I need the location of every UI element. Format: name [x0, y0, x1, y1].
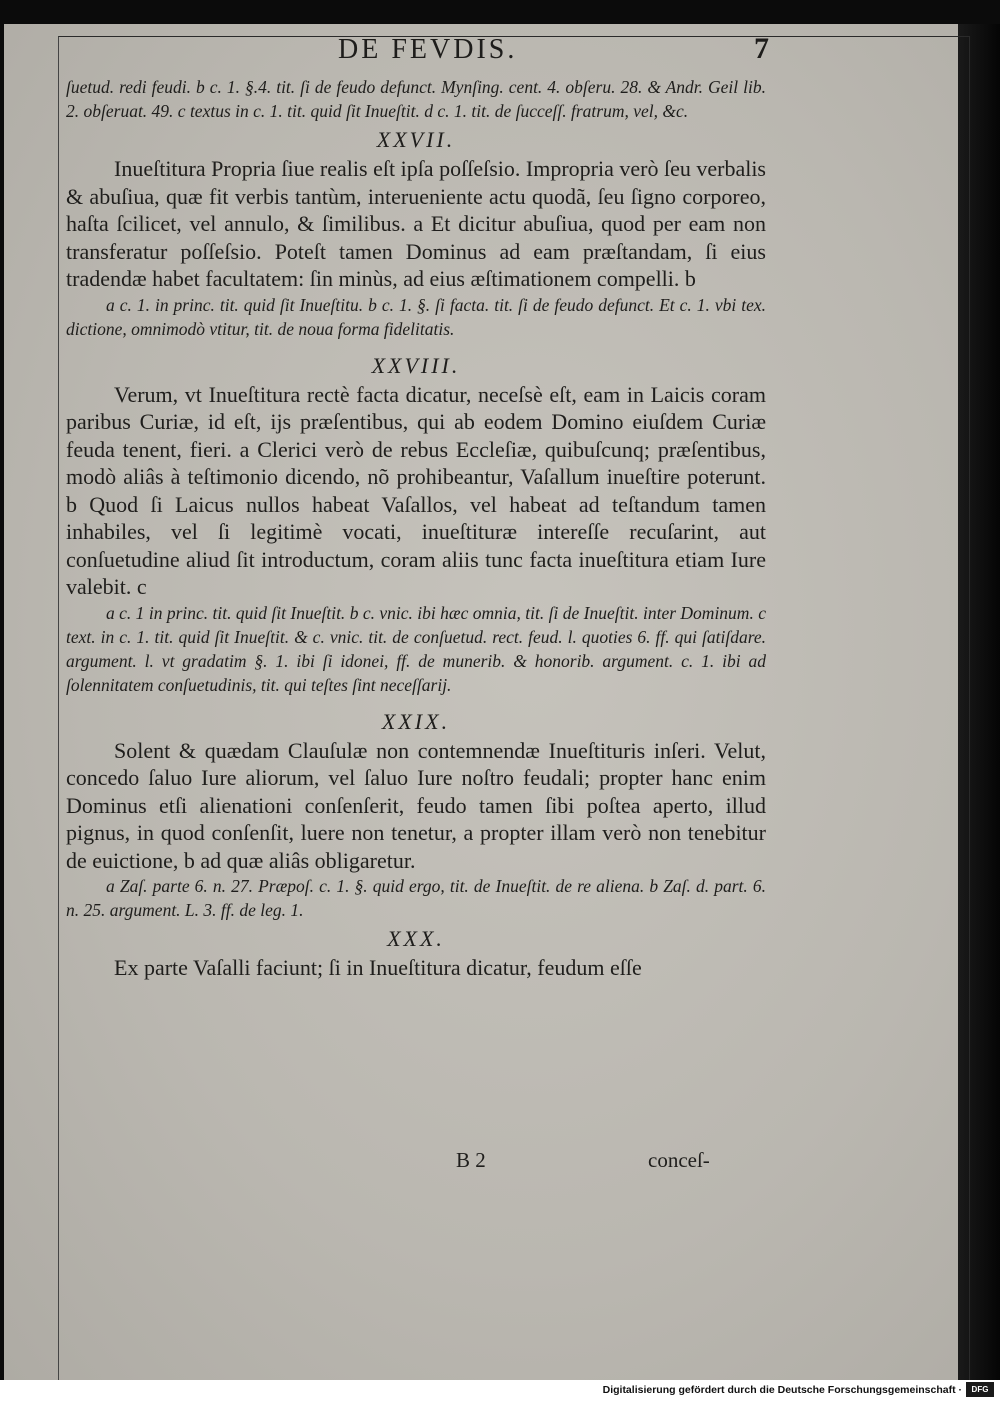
section-29 — [66, 709, 766, 923]
section-30 — [66, 926, 766, 982]
section-text: Verum, vt Inueſtitura rectè facta dicatur, neceſsè eſt, eam in Laicis coram paribus Curiæ, id eſt, ijs præſentibus, qui ab eodem Domino eiuſdem Curiæ feuda tenent, fieri. a Clerici verò de rebus Eccleſiæ, quibuſcunq; præſentibus, modò aliâs à teſtimonio dicendo, nõ prohibeantur, Vaſallum inueſtire poterunt. b Quod ſi Laicus nullos habeat Vaſallos, vel habeat ad teſtandum tamen inhabiles, vel ſi legitimè vocati, inueſtituræ intereſſe recuſarint, aut conſuetudine aliud ſit introductum, coram aliis tunc facta inueſtitura etiam Iure valebit. c — [66, 381, 766, 599]
section-27 — [66, 127, 766, 341]
section-number: XXX. — [387, 926, 445, 951]
page-number: 7 — [754, 32, 769, 65]
book-edge-shadow — [958, 24, 1000, 1380]
signature-mark: B 2 — [456, 1148, 486, 1172]
section-notes: a c. 1 in princ. tit. quid ſit Inueſtit. b c. vnic. ibi hæc omnia, tit. ſi de Inueſtit. inter Dominum. c text. in c. 1. tit. quid ſit Inueſtit. & c. vnic. tit. de conſuetud. rect. feud. l. quoties 6. ff. qui ſatiſdare. argument. l. vt gradatim §. 1. ibi ſi idonei, ff. de munerib. & honorib. argument. c. 1. ibi ad ſolennitatem conſuetudinis, tit. qui teſtes ſint neceſſarij. — [66, 602, 766, 695]
dfg-logo-icon: DFG — [966, 1382, 994, 1397]
section-number: XXIX. — [381, 708, 451, 734]
catchword: conceſ- — [648, 1148, 710, 1172]
page-body — [66, 75, 766, 982]
section-number: XXVIII. — [371, 352, 461, 378]
funding-credit: Digitalisierung gefördert durch die Deutsche Forschungsgemeinschaft · — [602, 1384, 962, 1396]
section-notes: a c. 1. in princ. tit. quid ſit Inueſtitu. b c. 1. §. ſi facta. tit. ſi de feudo defunct. Et c. 1. vbi tex. dictione, omnimodò vtitur, tit. de noua forma fidelitatis. — [66, 294, 766, 339]
section-text: Solent & quædam Clauſulæ non contemnendæ Inueſtituris inſeri. Velut, concedo ſaluo Iure aliorum, vel ſaluo Iure noſtro feudali; propter hanc enim Dominus etſi alienationi conſenſerit, feudo tamen ſibi poſtea aperto, illud pignus, in quod conſenſit, luere non tenetur, a propter illam verò non tenebitur de euictione, b ad quæ aliâs obligaretur. — [66, 737, 766, 873]
section-notes: a Zaſ. parte 6. n. 27. Præpoſ. c. 1. §. quid ergo, tit. de Inueſtit. de re aliena. b Zaſ. d. part. 6. n. 25. argument. L. 3. ff. de leg. 1. — [66, 876, 766, 920]
section-number: XXVII. — [376, 127, 456, 152]
running-title: DE FEVDIS. — [338, 34, 518, 65]
section-text: Ex parte Vaſalli faciunt; ſi in Inueſtitura dicatur, feudum eſſe — [114, 955, 642, 980]
footnotes-top: ſuetud. redi feudi. b c. 1. §.4. tit. ſi de feudo defunct. Mynſing. cent. 4. obſeru. 28. & Andr. Geil lib. 2. obſeruat. 49. c textus in c. 1. tit. quid ſit Inueſtit. d c. 1. tit. de ſucceſſ. fratrum, vel, &c. — [66, 77, 766, 121]
section-text: Inueſtitura Propria ſiue realis eſt ipſa poſſeſsio. Impropria verò ſeu verbalis & abuſiua, quæ fit verbis tantùm, interueniente actu quodã, ſeu ſigno corporeo, haſta ſcilicet, vel annulo, & ſimilibus. a Et dicitur abuſiua, quod per eam non transferatur poſſeſsio. Poteſt tamen Dominus ad eam præſtandam, ſi eius tradendæ habet facultatem: ſin minùs, ad eius æſtimationem compelli. b — [66, 156, 766, 291]
footer-band — [0, 1380, 1000, 1401]
section-28 — [66, 353, 766, 697]
